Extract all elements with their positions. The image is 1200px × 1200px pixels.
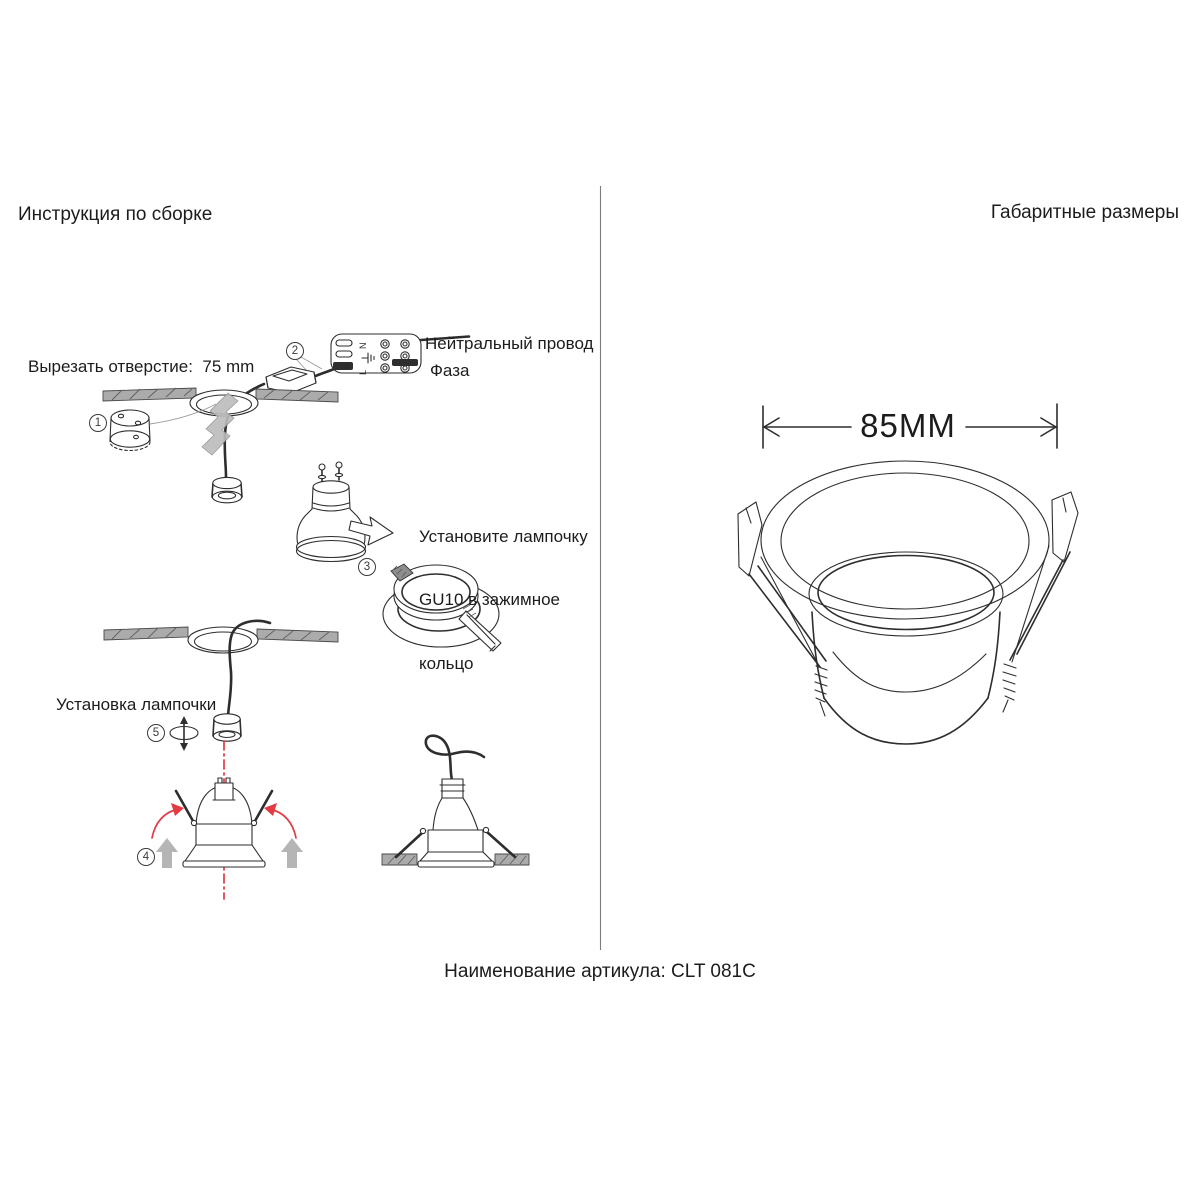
step4-number: 4 xyxy=(137,848,155,866)
rotate-clip-arrow-left xyxy=(152,810,176,838)
step1-label: Вырезать отверстие: 75 mm xyxy=(28,357,255,376)
phase-label: Фаза xyxy=(430,361,470,380)
step5-number: 5 xyxy=(147,724,165,742)
insert-arrow-icon xyxy=(349,517,393,545)
step5-label: Установка лампочки xyxy=(56,695,217,714)
rotate-clip-arrow-right xyxy=(272,810,296,838)
hole-saw-drawing xyxy=(110,404,216,451)
step2-number: 2 xyxy=(286,342,304,360)
installed-fixture-drawing xyxy=(382,736,529,867)
diameter-dimension-label: 85MM xyxy=(860,407,956,444)
assembly-title: Инструкция по сборке xyxy=(18,204,213,225)
gu10-bulb-drawing xyxy=(297,462,394,562)
step3-number: 3 xyxy=(358,558,376,576)
push-up-arrow-right xyxy=(281,838,303,868)
step3-label xyxy=(419,483,588,696)
step3-line1: Установите лампочку xyxy=(419,526,588,546)
lamp-socket-drawing xyxy=(212,477,242,503)
step1-number: 1 xyxy=(89,414,107,432)
step3-line2: GU10 в зажимное xyxy=(419,590,560,610)
terminal-l-label: L xyxy=(358,369,368,375)
terminal-n-label: N xyxy=(358,342,368,349)
push-up-arrow-left xyxy=(156,838,178,868)
step3-line3: кольцо xyxy=(419,654,474,673)
article-footer: Наименование артикула: CLT 081C xyxy=(444,961,756,982)
neutral-wire-label: Нейтральный провод xyxy=(425,334,594,353)
dimensions-title: Габаритные размеры xyxy=(990,202,1179,223)
fixture-dimension-drawing xyxy=(738,461,1078,744)
socket-step5-drawing xyxy=(170,714,241,751)
clip-step-drawing xyxy=(152,778,303,868)
